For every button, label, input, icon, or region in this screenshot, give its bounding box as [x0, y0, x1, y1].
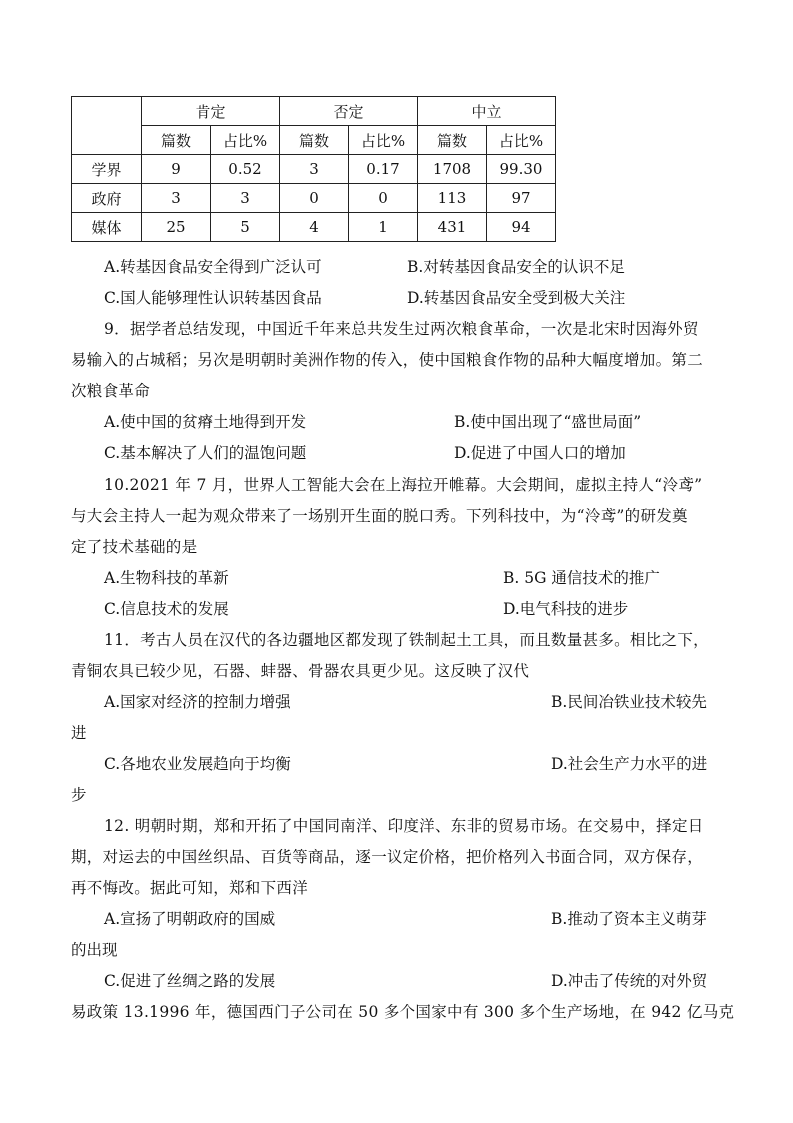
table-cell: 0: [280, 184, 349, 213]
q9-option-b: B.使中国出现了“盛世局面”: [454, 413, 642, 431]
q9-option-c: C.基本解决了人们的温饱问题: [104, 444, 307, 462]
table-corner-cell: [72, 97, 142, 155]
q12-stem-line: 12. 明朝时期，郑和开拓了中国同南洋、印度洋、东非的贸易市场。在交易中，择定日: [104, 817, 704, 835]
table-subheader: 占比%: [487, 126, 556, 155]
q12-option-a: A.宣扬了明朝政府的国威: [104, 910, 276, 928]
row-label: 学界: [72, 155, 142, 184]
row-label: 政府: [72, 184, 142, 213]
table-cell: 9: [142, 155, 211, 184]
table-cell: 0.17: [349, 155, 418, 184]
q11-stem-line: 青铜农具已较少见，石器、蚌器、骨器农具更少见。这反映了汉代: [71, 662, 530, 680]
q9-option-a: A.使中国的贫瘠土地得到开发: [104, 413, 307, 431]
q10-option-c: C.信息技术的发展: [104, 600, 229, 618]
table-subheader: 占比%: [211, 126, 280, 155]
table-cell: 3: [142, 184, 211, 213]
q9-stem-line: 易输入的占城稻；另次是明朝时美洲作物的传入，使中国粮食作物的品种大幅度增加。第二: [71, 351, 704, 369]
q10-option-b: B. 5G 通信技术的推广: [503, 569, 660, 587]
table-group-header: 否定: [280, 97, 418, 126]
q11-option-b-cont: 进: [71, 724, 87, 742]
q9-stem-line: 9．据学者总结发现，中国近千年来总共发生过两次粮食革命，一次是北宋时因海外贸: [104, 320, 699, 338]
q8-option-b: B.对转基因食品安全的认识不足: [407, 258, 625, 276]
table-cell: 94: [487, 213, 556, 242]
table-cell: 97: [487, 184, 556, 213]
table-cell: 4: [280, 213, 349, 242]
table-subheader: 篇数: [280, 126, 349, 155]
q9-stem-line: 次粮食革命: [71, 382, 151, 400]
table-cell: 1708: [418, 155, 487, 184]
q8-option-c: C.国人能够理性认识转基因食品: [104, 289, 322, 307]
q9-option-d: D.促进了中国人口的增加: [454, 444, 626, 462]
table-group-header: 肯定: [142, 97, 280, 126]
table-group-header: 中立: [418, 97, 556, 126]
table-cell: 431: [418, 213, 487, 242]
table-cell: 3: [211, 184, 280, 213]
q11-option-d: D.社会生产力水平的进: [551, 755, 708, 773]
table-cell: 0.52: [211, 155, 280, 184]
q11-option-b: B.民间冶铁业技术较先: [551, 693, 707, 711]
table-row: [72, 155, 556, 184]
table-header-row: [72, 97, 556, 126]
survey-table: [71, 96, 556, 242]
row-label: 媒体: [72, 213, 142, 242]
q8-option-d: D.转基因食品安全受到极大关注: [407, 289, 626, 307]
q12-option-c: C.促进了丝绸之路的发展: [104, 972, 276, 990]
table-cell: 3: [280, 155, 349, 184]
q12-stem-line: 再不悔改。据此可知，郑和下西洋: [71, 879, 309, 897]
table-cell: 0: [349, 184, 418, 213]
q11-option-d-cont: 步: [71, 786, 87, 804]
q11-option-c: C.各地农业发展趋向于均衡: [104, 755, 291, 773]
q10-stem-line: 定了技术基础的是: [71, 538, 198, 556]
q11-stem-line: 11．考古人员在汉代的各边疆地区都发现了铁制起土工具，而且数量甚多。相比之下，: [104, 631, 709, 649]
table-row: [72, 213, 556, 242]
q12-option-b-cont: 的出现: [71, 941, 118, 959]
table-cell: 113: [418, 184, 487, 213]
q12-stem-line: 期，对运去的中国丝织品、百货等商品，逐一议定价格，把价格列入书面合同，双方保存，: [71, 848, 704, 866]
q10-option-d: D.电气科技的进步: [503, 600, 629, 618]
table-row: [72, 184, 556, 213]
q12-option-b: B.推动了资本主义萌芽: [551, 910, 707, 928]
table-subheader: 篇数: [418, 126, 487, 155]
q10-stem-line: 10.2021 年 7 月，世界人工智能大会在上海拉开帷幕。大会期间，虚拟主持人“泠鸢”: [104, 476, 703, 494]
table-subheader: 占比%: [349, 126, 418, 155]
table-subheader: 篇数: [142, 126, 211, 155]
q12-option-d: D.冲击了传统的对外贸: [551, 972, 708, 990]
table-cell: 25: [142, 213, 211, 242]
q8-option-a: A.转基因食品安全得到广泛认可: [104, 258, 322, 276]
q10-option-a: A.生物科技的革新: [104, 569, 229, 587]
table-subheader-row: [72, 126, 556, 155]
table-cell: 5: [211, 213, 280, 242]
q10-stem-line: 与大会主持人一起为观众带来了一场别开生面的脱口秀。下列科技中，为“泠鸢”的研发奠: [71, 507, 688, 525]
q12-option-d-cont: 易政策 13.1996 年，德国西门子公司在 50 多个国家中有 300 多个生产场地，在 942 亿马克: [71, 1003, 735, 1021]
table-cell: 1: [349, 213, 418, 242]
table-cell: 99.30: [487, 155, 556, 184]
q11-option-a: A.国家对经济的控制力增强: [104, 693, 291, 711]
